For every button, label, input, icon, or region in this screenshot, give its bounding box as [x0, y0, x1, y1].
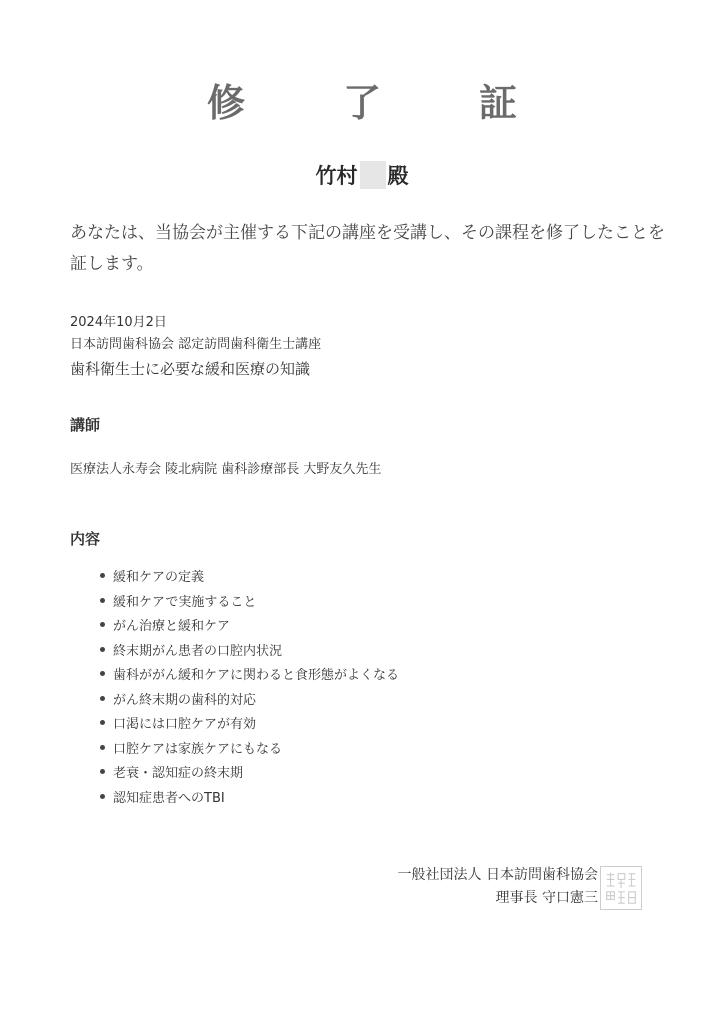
- list-item: 口渇には口腔ケアが有効: [100, 713, 399, 738]
- bullet-icon: [100, 720, 105, 725]
- instructor-text: 医療法人永寿会 陵北病院 歯科診療部長 大野友久先生: [70, 462, 382, 477]
- bullet-icon: [100, 745, 105, 750]
- contents-heading: 内容: [70, 530, 101, 548]
- list-item: 歯科ががん緩和ケアに関わると食形態がよくなる: [100, 664, 399, 689]
- official-seal-icon: [600, 866, 642, 910]
- course-date: 2024年10月2日: [70, 315, 167, 330]
- bullet-icon: [100, 598, 105, 603]
- certificate-title: 修 了 証: [206, 80, 547, 125]
- issuer-representative: 理事長 守口憲三: [495, 890, 598, 906]
- bullet-icon: [100, 573, 105, 578]
- bullet-icon: [100, 647, 105, 652]
- list-item: 終末期がん患者の口腔内状況: [100, 640, 399, 665]
- list-item: 認知症患者へのTBI: [100, 787, 399, 812]
- redacted-given-name: [360, 161, 386, 189]
- recipient-surname: 竹村: [315, 163, 358, 188]
- course-title: 歯科衛生士に必要な緩和医療の知識: [70, 360, 311, 378]
- course-info: [70, 312, 321, 382]
- list-item: 口腔ケアは家族ケアにもなる: [100, 738, 399, 763]
- instructor-heading: 講師: [70, 416, 101, 434]
- contents-list: [100, 566, 399, 811]
- list-item: 老衰・認知症の終末期: [100, 762, 399, 787]
- issuer-organization: 一般社団法人 日本訪問歯科協会: [397, 867, 598, 883]
- bullet-icon: [100, 769, 105, 774]
- list-item: 緩和ケアで実施すること: [100, 591, 399, 616]
- certificate-statement: あなたは、当協会が主催する下記の講座を受講し、その課程を修了したことを証します。: [70, 223, 665, 274]
- bullet-icon: [100, 671, 105, 676]
- bullet-icon: [100, 622, 105, 627]
- bullet-icon: [100, 794, 105, 799]
- course-organizer: 日本訪問歯科協会 認定訪問歯科衛生士講座: [70, 337, 322, 352]
- list-item: がん終末期の歯科的対応: [100, 689, 399, 714]
- list-item: 緩和ケアの定義: [100, 566, 399, 591]
- bullet-icon: [100, 696, 105, 701]
- list-item: がん治療と緩和ケア: [100, 615, 399, 640]
- recipient-name: [0, 160, 724, 190]
- recipient-honorific: 殿: [387, 163, 409, 188]
- issuer-block: [398, 864, 598, 910]
